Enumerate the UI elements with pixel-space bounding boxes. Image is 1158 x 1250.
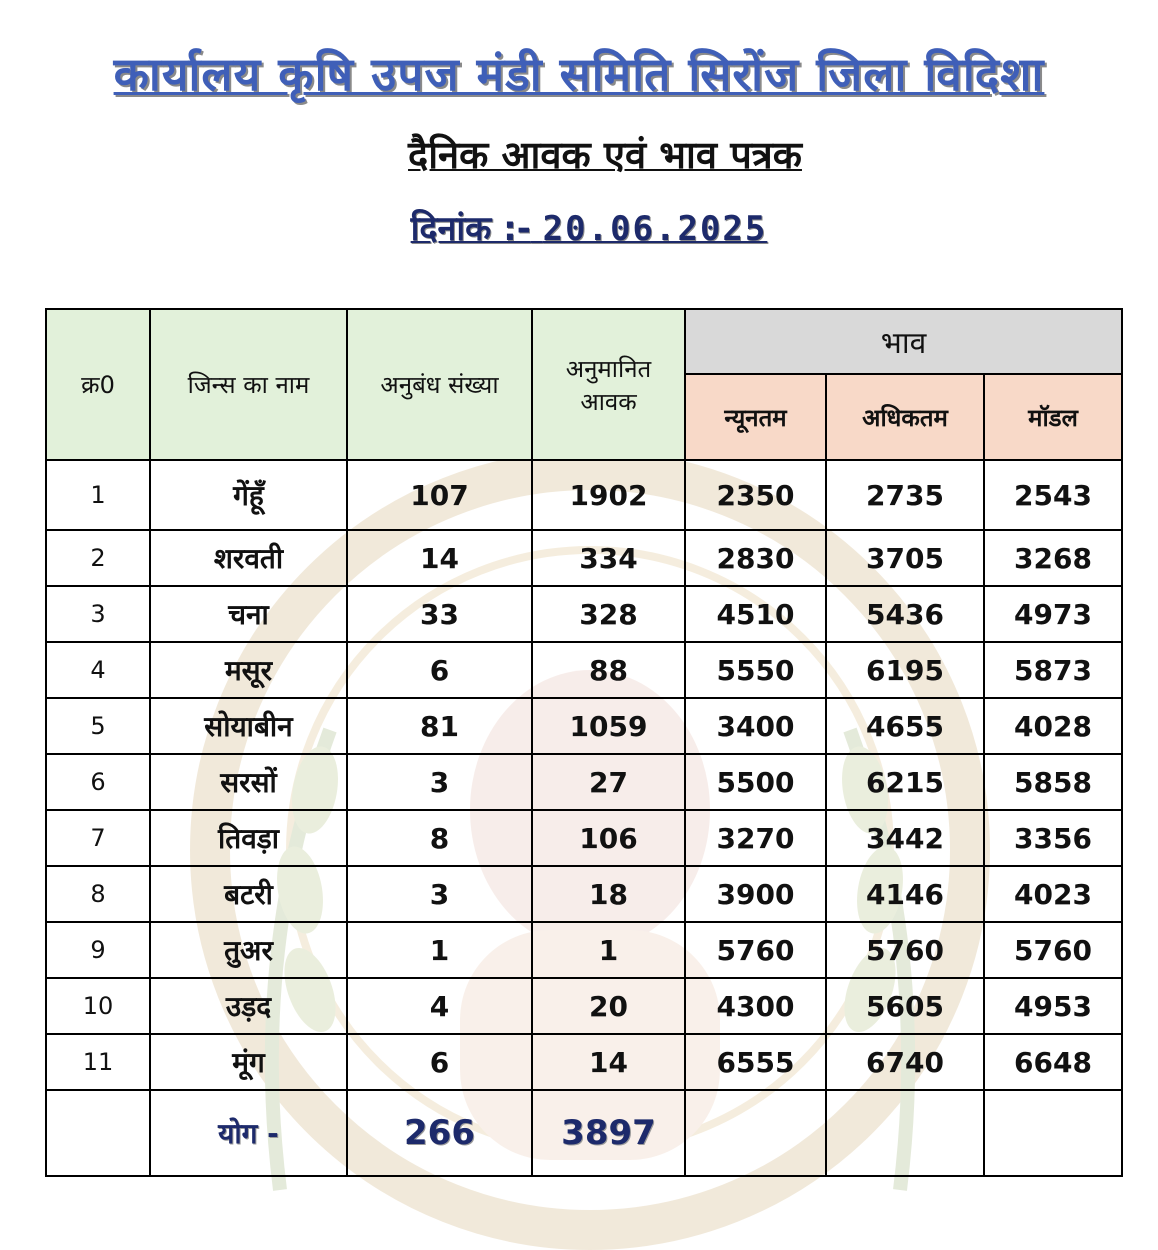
report-date bbox=[0, 204, 1158, 250]
cell-modal: 4028 bbox=[984, 698, 1122, 754]
cell-min: 2350 bbox=[685, 460, 826, 530]
cell-contracts: 8 bbox=[347, 810, 532, 866]
cell-max: 3705 bbox=[826, 530, 984, 586]
cell-contracts: 1 bbox=[347, 922, 532, 978]
cell-max: 5436 bbox=[826, 586, 984, 642]
cell-commodity: मूंग bbox=[150, 1034, 347, 1090]
cell-commodity: चना bbox=[150, 586, 347, 642]
cell-modal: 2543 bbox=[984, 460, 1122, 530]
col-header-arrival-line2: आवक bbox=[580, 387, 637, 416]
cell-max: 6215 bbox=[826, 754, 984, 810]
cell-arrival: 1059 bbox=[532, 698, 685, 754]
total-row bbox=[46, 1090, 1122, 1176]
cell-serial: 2 bbox=[46, 530, 150, 586]
cell-arrival: 1 bbox=[532, 922, 685, 978]
cell-contracts: 3 bbox=[347, 754, 532, 810]
cell-min: 3400 bbox=[685, 698, 826, 754]
cell-serial: 1 bbox=[46, 460, 150, 530]
cell-arrival: 1902 bbox=[532, 460, 685, 530]
cell-modal: 3268 bbox=[984, 530, 1122, 586]
date-value: 20.06.2025 bbox=[542, 209, 768, 249]
col-header-modal: मॉडल bbox=[984, 374, 1122, 460]
total-empty-max bbox=[826, 1090, 984, 1176]
total-label: योग - bbox=[150, 1090, 347, 1176]
cell-commodity: तिवड़ा bbox=[150, 810, 347, 866]
cell-arrival: 106 bbox=[532, 810, 685, 866]
cell-min: 3900 bbox=[685, 866, 826, 922]
col-header-price-group: भाव bbox=[685, 309, 1122, 374]
cell-arrival: 27 bbox=[532, 754, 685, 810]
table-row bbox=[46, 530, 1122, 586]
col-header-min: न्यूनतम bbox=[685, 374, 826, 460]
cell-commodity: मसूर bbox=[150, 642, 347, 698]
cell-arrival: 328 bbox=[532, 586, 685, 642]
cell-serial: 7 bbox=[46, 810, 150, 866]
table-row bbox=[46, 810, 1122, 866]
cell-max: 2735 bbox=[826, 460, 984, 530]
total-empty-modal bbox=[984, 1090, 1122, 1176]
cell-min: 5760 bbox=[685, 922, 826, 978]
cell-max: 5605 bbox=[826, 978, 984, 1034]
cell-max: 5760 bbox=[826, 922, 984, 978]
cell-serial: 9 bbox=[46, 922, 150, 978]
cell-min: 5500 bbox=[685, 754, 826, 810]
col-header-arrival-line1: अनुमानित bbox=[565, 354, 652, 383]
table-row bbox=[46, 978, 1122, 1034]
cell-contracts: 14 bbox=[347, 530, 532, 586]
cell-contracts: 33 bbox=[347, 586, 532, 642]
cell-commodity: बटरी bbox=[150, 866, 347, 922]
cell-arrival: 334 bbox=[532, 530, 685, 586]
cell-modal: 5873 bbox=[984, 642, 1122, 698]
cell-min: 4510 bbox=[685, 586, 826, 642]
cell-contracts: 3 bbox=[347, 866, 532, 922]
cell-contracts: 6 bbox=[347, 642, 532, 698]
cell-commodity: तुअर bbox=[150, 922, 347, 978]
table-row bbox=[46, 642, 1122, 698]
table-row bbox=[46, 754, 1122, 810]
cell-serial: 10 bbox=[46, 978, 150, 1034]
cell-max: 6740 bbox=[826, 1034, 984, 1090]
cell-serial: 6 bbox=[46, 754, 150, 810]
cell-arrival: 88 bbox=[532, 642, 685, 698]
cell-modal: 3356 bbox=[984, 810, 1122, 866]
cell-arrival: 20 bbox=[532, 978, 685, 1034]
cell-contracts: 81 bbox=[347, 698, 532, 754]
col-header-arrival bbox=[532, 309, 685, 460]
table-row bbox=[46, 866, 1122, 922]
cell-max: 4146 bbox=[826, 866, 984, 922]
cell-min: 4300 bbox=[685, 978, 826, 1034]
cell-arrival: 18 bbox=[532, 866, 685, 922]
total-contracts: 266 bbox=[347, 1090, 532, 1176]
daily-arrival-price-table bbox=[45, 308, 1123, 1177]
cell-commodity: उड़द bbox=[150, 978, 347, 1034]
col-header-commodity: जिन्स का नाम bbox=[150, 309, 347, 460]
table-row bbox=[46, 1034, 1122, 1090]
cell-commodity: सरसों bbox=[150, 754, 347, 810]
table-row bbox=[46, 586, 1122, 642]
table-row bbox=[46, 460, 1122, 530]
cell-min: 2830 bbox=[685, 530, 826, 586]
col-header-contracts: अनुबंध संख्या bbox=[347, 309, 532, 460]
cell-max: 4655 bbox=[826, 698, 984, 754]
report-title: दैनिक आवक एवं भाव पत्रक bbox=[408, 133, 802, 177]
total-arrival: 3897 bbox=[532, 1090, 685, 1176]
cell-modal: 5858 bbox=[984, 754, 1122, 810]
cell-min: 5550 bbox=[685, 642, 826, 698]
cell-serial: 8 bbox=[46, 866, 150, 922]
cell-serial: 11 bbox=[46, 1034, 150, 1090]
cell-modal: 5760 bbox=[984, 922, 1122, 978]
col-header-serial: क्र0 bbox=[46, 309, 150, 460]
cell-serial: 4 bbox=[46, 642, 150, 698]
cell-contracts: 107 bbox=[347, 460, 532, 530]
total-empty-serial bbox=[46, 1090, 150, 1176]
office-title: कार्यालय कृषि उपज मंडी समिति सिरोंज जिला विदिशा bbox=[113, 47, 1045, 101]
cell-contracts: 4 bbox=[347, 978, 532, 1034]
cell-min: 6555 bbox=[685, 1034, 826, 1090]
cell-modal: 4023 bbox=[984, 866, 1122, 922]
cell-modal: 6648 bbox=[984, 1034, 1122, 1090]
col-header-max: अधिकतम bbox=[826, 374, 984, 460]
cell-commodity: शरवती bbox=[150, 530, 347, 586]
total-empty-min bbox=[685, 1090, 826, 1176]
date-label: दिनांक :- bbox=[410, 209, 531, 249]
cell-serial: 3 bbox=[46, 586, 150, 642]
cell-modal: 4973 bbox=[984, 586, 1122, 642]
cell-commodity: सोयाबीन bbox=[150, 698, 347, 754]
table-row bbox=[46, 922, 1122, 978]
cell-arrival: 14 bbox=[532, 1034, 685, 1090]
cell-max: 6195 bbox=[826, 642, 984, 698]
cell-max: 3442 bbox=[826, 810, 984, 866]
cell-modal: 4953 bbox=[984, 978, 1122, 1034]
cell-serial: 5 bbox=[46, 698, 150, 754]
cell-contracts: 6 bbox=[347, 1034, 532, 1090]
cell-min: 3270 bbox=[685, 810, 826, 866]
table-row bbox=[46, 698, 1122, 754]
cell-commodity: गेंहूँ bbox=[150, 460, 347, 530]
